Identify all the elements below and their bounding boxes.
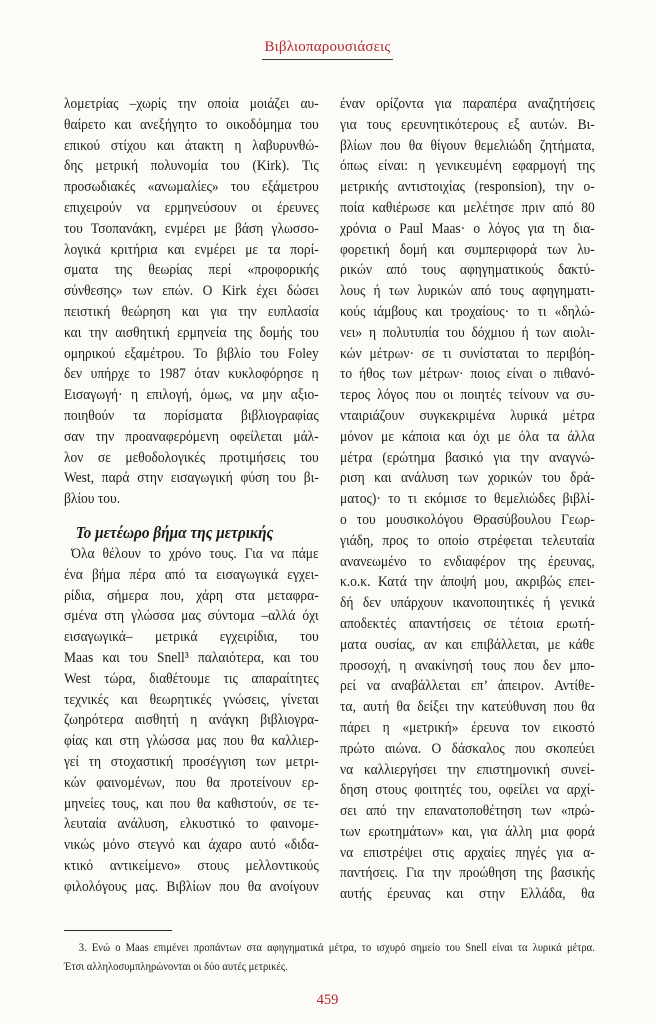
text-line: λον σε μεθοδολογικές προτιμήσεις του [64, 449, 319, 466]
text-line: πειστική θεώρηση και για την ευπλασία [64, 303, 319, 320]
text-line: μηνείες τους, και που θα καθιστούν, σε τε- [64, 795, 319, 812]
text-line: έναν ορίζοντα για παραπέρα αναζητήσεις [340, 96, 595, 112]
text-line: πάρει η «μετρική» έρευνα τον εικοστό [340, 719, 595, 736]
text-line: των ερωτημάτων» και, για άλλη μια φορά [340, 823, 595, 840]
text-line: παντήσεις. Για την προώθηση της βασικής [340, 865, 595, 882]
text-line: ματος)· το τι εκόμισε το θεμελιώδες βιβλί- [340, 491, 595, 508]
text-line: κών μέτρων· σε τι συνίσταται το περιβόη- [340, 345, 595, 362]
paragraph [64, 544, 319, 898]
text-line: ρίδια, σήμερα που, χάρη στα μεταφρα- [64, 587, 319, 604]
text-line: σμένα στη γλώσσα μας σύντομα –αλλά όχι [64, 608, 319, 625]
text-line: φορετική δομή και συμπεριφορά των λυ- [340, 241, 595, 258]
text-line: λους ή των λυρικών από τους αφηγηματι- [340, 283, 595, 300]
text-line: να επιστρέψει στις αρχαίες πηγές για α- [340, 844, 595, 861]
text-line: δης μετρική πολυνομία του (Kirk). Τις [64, 158, 319, 175]
text-line: του Τσοπανάκη, ενμέρει με βάση γλωσσο- [64, 220, 319, 237]
text-line: επιχειρούν να ερμηνεύσουν οι έρευνες [64, 199, 319, 216]
text-line: Maas και του Snell³ παλαιότερα, και του [64, 649, 319, 666]
text-line: κ.ο.κ. Κατά την άποψή μου, ακριβώς επει- [340, 574, 595, 591]
text-line: West, παρά στην εισαγωγική φύση του βι- [64, 470, 319, 487]
text-line: αποδεκτές απαντήσεις σε τέτοια ερωτή- [340, 615, 595, 632]
text-line: προσωδιακές «ανωμαλίες» του εξάμετρου [64, 179, 319, 196]
text-line: ρικών από τους αφηγηματικούς δακτύ- [340, 262, 595, 279]
text-line: ο του μουσικολόγου Θρασύβουλου Γεωρ- [340, 511, 595, 528]
footnote [64, 939, 595, 977]
text-line: Εισαγωγή· η επιλογή, όμως, να μην αξιο- [64, 387, 319, 404]
page-number: 459 [316, 992, 339, 1008]
text-line: δεν υπήρχε το 1987 όταν κυκλοφόρησε η [64, 366, 319, 383]
text-line: το ήθος των μέτρων· ποιος είναι ο πιθανό- [340, 366, 595, 383]
text-line: ρεί να αναβάλλεται επ’ άπειρον. Αντίθε- [340, 678, 595, 695]
text-line: εισαγωγικά– μετρικά εγχειρίδια, του [64, 629, 319, 646]
text-line: νικώς μόνο στεγνό και άχαρο αυτό «διδα- [64, 837, 319, 854]
text-line: προσοχή, η ανακίνησή τους που δεν μπο- [340, 657, 595, 674]
text-line: όπως είναι: η γενικευμένη εφαρμογή της [340, 158, 595, 175]
text-line: ανανεωμένο το ενδιαφέρον της έρευνας, [340, 553, 595, 570]
running-header-container [0, 38, 655, 60]
text-line: βλίου του. [64, 491, 121, 508]
text-line: τεχνικές και θεωρητικές γνώσεις, γίνεται [64, 691, 319, 708]
text-line: για τους ερευνητικότερους εξ αυτών. Βι- [340, 116, 595, 133]
footnote-separator [64, 930, 172, 931]
text-line: λευταία ανάλυση, ελκυστικό το φαινομε- [64, 816, 319, 833]
text-line: νταιριάζουν συγκεκριμένα λυρικά μέτρα [340, 407, 595, 424]
left-column [64, 94, 319, 897]
text-line: ένα βήμα πέρα από τα εισαγωγικά εγχει- [64, 566, 319, 583]
right-column [340, 94, 595, 905]
text-line: δηση στους φοιτητές του, οφείλει να αρχί- [340, 782, 595, 799]
text-line: επικού στίχου και άτακτη η λαβυρυνθώ- [64, 137, 319, 154]
text-line: ποιηθούν τα πορίσματα βιβλιογραφίας [64, 407, 319, 424]
text-line: χρόνια ο Paul Maas· ο λόγος για τη δια- [340, 220, 595, 237]
text-line: θαίρετο και ανεξήγητο το οικοδόμημα του [64, 116, 319, 133]
text-line: ριση και ανάλυση των χορικών του δρά- [340, 470, 595, 487]
text-line: μέτρα (ερώτημα βασικό για την αναγνώ- [340, 449, 595, 466]
text-line: κούς ιάμβους και τροχαίους· το τι «δηλώ- [340, 303, 595, 320]
text-line: μόνον με κάποια και όχι με όλα τα άλλα [340, 428, 595, 445]
text-line: λογικά κριτήρια και ενμέρει με τα πορί- [64, 241, 319, 258]
text-line: βλίων που θα θίγουν θεμελιώδη ζητήματα, [340, 137, 595, 154]
text-line: τα, αυτή θα δείξει την κατεύθυνση που θα [340, 699, 595, 716]
text-line: σει από την επανατοποθέτηση των «πρώ- [340, 803, 595, 820]
text-line: σαν την προαναφερόμενη οφείλεται μάλ- [64, 428, 319, 445]
text-line: σματα της θεωρίας περί «προφορικής [64, 262, 319, 279]
text-line: West τώρα, διαθέτουμε τις απαραίτητες [64, 670, 319, 687]
text-line: κών φαινομένων, που θα προτείνουν ερ- [64, 774, 319, 791]
text-line: λομετρίας –χωρίς την οποία μοιάζει αυ- [64, 96, 319, 112]
text-line: φίας και στη γλώσσα μας που θα καλλιερ- [64, 733, 319, 750]
paragraph [64, 94, 319, 510]
text-line: μετρικής αντιστοιχίας (responsion), την ο- [340, 179, 595, 196]
text-line: δή δεν υπάρχουν ικανοποιητικές ή γενικά [340, 595, 595, 612]
text-line: Όλα θέλουν το χρόνο τους. Για να πάμε [71, 545, 319, 562]
text-line: ποία καθιέρωσε και μελέτησε πριν από 80 [340, 199, 595, 216]
text-line: κτικό αντικείμενο» στους μελλοντικούς [64, 857, 319, 874]
text-line: τερος λόγος που οι ποιητές τείνουν να συ- [340, 387, 595, 404]
text-line: 3. Ενώ ο Maas επιμένει προπάντων στα αφηγηματικά μέτρα, το ισχυρό σημείο του Snell είναι τα λυρικά μέτρα. [78, 942, 595, 954]
text-line: πρώτο αιώνα. Ο δάσκαλος που σκοπεύει [340, 740, 595, 757]
text-line: ομηρικού εξαμέτρου. Το βιβλίο του Foley [64, 345, 319, 362]
text-line: γιάδη, προς το οποίο στρέφεται τελευταία [340, 532, 595, 549]
text-line: ζωηρότερα αισθητή η ανάγκη βιβλιογρα- [64, 712, 319, 729]
running-header: Βιβλιοπαρουσιάσεις [262, 38, 392, 60]
section-heading: Το μετέωρο βήμα της μετρικής [75, 522, 274, 542]
text-line: γεί τη στοχαστική προσέγγιση των μετρι- [64, 753, 319, 770]
text-line: φιλολόγους μας. Βιβλίων που θα ανοίγουν [64, 878, 319, 895]
text-line: νει» η πολυτυπία του δόχμιου ή των αιολι- [340, 324, 595, 341]
text-line: αυτής έρευνας και στην Ελλάδα, θα [340, 886, 595, 903]
text-line: ματα ουσίας, αν και επιβάλλεται, με κάθε [340, 636, 595, 653]
text-line: και την αισθητική ερμηνεία της δομής του [64, 324, 319, 341]
text-line: σύνθεσης» των επών. Ο Kirk έχει δώσει [64, 283, 319, 300]
text-line: να καλλιεργήσει την επιστημονική συνεί- [340, 761, 595, 778]
text-line: Έτσι αλληλοσυμπληρώνονται οι δύο αυτές μετρικές. [64, 961, 288, 973]
